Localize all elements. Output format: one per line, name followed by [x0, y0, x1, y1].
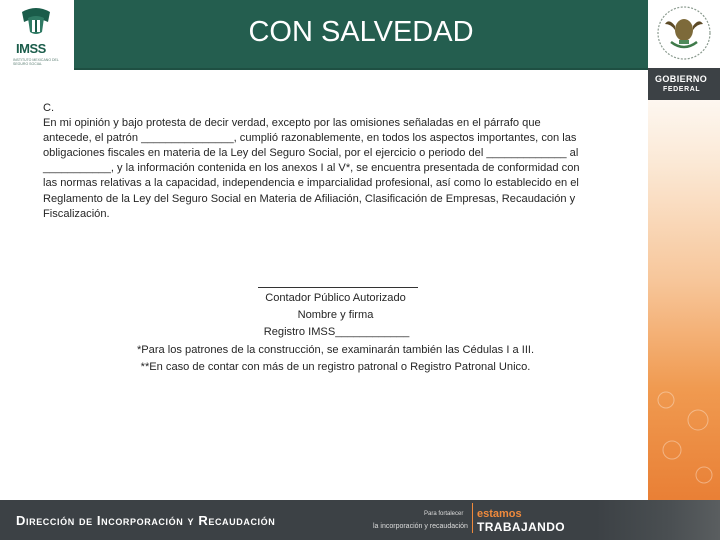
logo-subtext: INSTITUTO MEXICANO DEL SEGURO SOCIAL	[13, 58, 59, 66]
imss-eagle-icon	[14, 6, 58, 40]
registry-note: **En caso de contar con más de un registro patronal o Registro Patronal Unico.	[140, 361, 531, 373]
footer-decor-strip	[596, 500, 720, 540]
gobierno-federal-bar	[648, 68, 720, 100]
logo-text: IMSS	[16, 41, 46, 56]
paragraph-line: las normas relativas a la capacidad, independencia e imparcialidad profesional, así como lo establecido en el	[43, 177, 579, 190]
tagline-separator	[472, 503, 473, 533]
paragraph-line: antecede, el patrón _______________, cumplió razonablemente, en todos los aspectos importantes, con las	[43, 132, 577, 145]
paragraph-line: Reglamento de la Ley del Seguro Social en Materia de Afiliación, Clasificación de Empresas, Recaudación y	[43, 192, 576, 205]
paragraph-line: En mi opinión y bajo protesta de decir verdad, excepto por las omisiones señaladas en el párrafo que	[43, 117, 541, 130]
flower-pattern-icon	[648, 380, 720, 500]
signature-line	[258, 287, 418, 288]
page-title: CON SALVEDAD	[248, 16, 474, 48]
paragraph-line: Fiscalización.	[43, 207, 110, 220]
federal-label: FEDERAL	[663, 86, 701, 93]
gobierno-label: GOBIERNO	[655, 74, 708, 84]
tagline-accent: estamos	[477, 508, 522, 520]
mexico-coat-of-arms-icon	[655, 4, 713, 62]
construction-note: *Para los patrones de la construcción, se examinarán también las Cédulas I a III.	[136, 344, 535, 356]
signature-role: Contador Público Autorizado	[265, 292, 406, 304]
signature-name-sign: Nombre y firma	[297, 309, 374, 321]
tagline-small-1: Para fortalecer	[424, 511, 464, 517]
signature-registry: Registro IMSS____________	[263, 326, 410, 338]
title-bar	[74, 0, 648, 68]
title-divider	[74, 68, 648, 70]
opinion-paragraph	[43, 101, 628, 222]
tagline-small-2: la incorporación y recaudación	[373, 523, 468, 530]
imss-logo	[0, 0, 74, 68]
footer-title: Dirección de Incorporación y Recaudación	[16, 513, 276, 528]
paragraph-line: obligaciones fiscales en materia de la Ley del Seguro Social, por el ejercicio o periodo del _____________ al	[43, 147, 579, 160]
paragraph-line: C.	[43, 102, 55, 114]
paragraph-line: ___________, y la información contenida en los anexos I al V*, se encuentra presentada de conformidad con	[43, 162, 580, 175]
tagline-bold: TRABAJANDO	[477, 520, 565, 534]
